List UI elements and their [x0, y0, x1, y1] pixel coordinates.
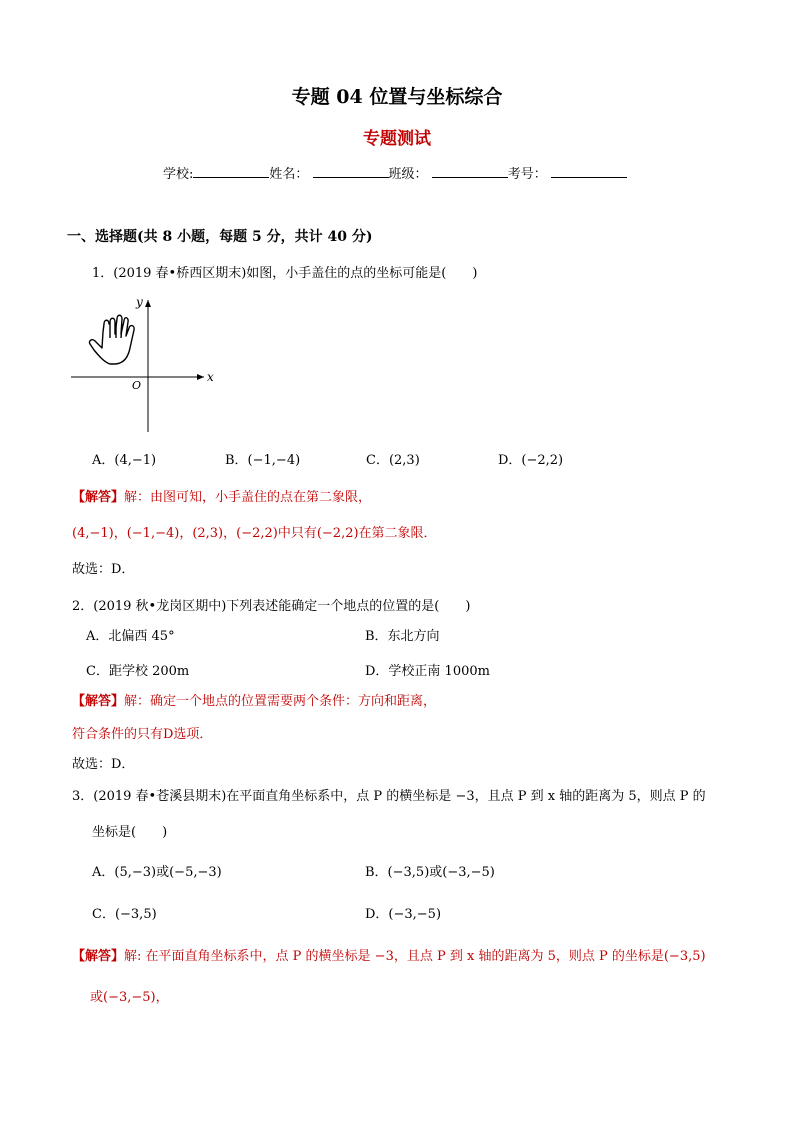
- school-label: 学校:: [163, 167, 194, 182]
- q3-option-d: D．(−3,−5): [365, 907, 442, 922]
- q2-stem: 2．(2019 秋•龙岗区期中)下列表述能确定一个地点的位置的是( ): [72, 599, 471, 614]
- info-fields: [163, 163, 627, 182]
- q3-stem-line1: 3．(2019 春•苍溪县期末)在平面直角坐标系中，点 P 的横坐标是 −3，且点 P 到 x 轴的距离为 5，则点 P 的: [72, 789, 706, 804]
- school-blank: [193, 165, 269, 178]
- q2-answer-line1: 解：确定一个地点的位置需要两个条件：方向和距离，: [124, 694, 437, 709]
- q3-answer-line1: 解: 在平面直角坐标系中，点 P 的横坐标是 −3，且点 P 到 x 轴的距离为 5，则点 P 的坐标是(−3,5): [124, 949, 706, 964]
- class-blank: [432, 165, 508, 178]
- y-axis-arrow: [145, 300, 151, 307]
- q1-option-c: C．(2,3): [366, 453, 420, 468]
- q1-option-a: A．(4,−1): [92, 453, 157, 468]
- origin-label: O: [132, 379, 142, 392]
- page-title: 专题 04 位置与坐标综合: [291, 86, 503, 108]
- q2-answer: [72, 690, 436, 709]
- class-label: 班级：: [388, 167, 428, 182]
- q2-answer-choice: 故选：D．: [72, 757, 135, 772]
- q1-stem: 1．(2019 春•桥西区期末)如图，小手盖住的点的坐标可能是( ): [92, 266, 478, 281]
- name-blank: [313, 165, 389, 178]
- q1-answer-line2: (4,−1)，(−1,−4)，(2,3)，(−2,2)中只有(−2,2)在第二象限．: [72, 526, 437, 541]
- q1-option-b: B．(−1,−4): [225, 453, 301, 468]
- q2-option-b: B．东北方向: [365, 629, 440, 644]
- q1-option-d: D．(−2,2): [498, 453, 564, 468]
- q1-answer: [72, 486, 371, 505]
- page-subtitle: 专题测试: [363, 129, 431, 149]
- q3-option-c: C．(−3,5): [92, 907, 157, 922]
- hand-icon: [89, 315, 134, 364]
- q2-option-a: A．北偏西 45°: [86, 629, 175, 644]
- q3-answer: [72, 945, 706, 964]
- q3-answer-line2: 或(−3,−5)，: [90, 990, 169, 1005]
- q1-answer-choice: 故选：D．: [72, 562, 135, 577]
- q2-option-c: C．距学校 200m: [86, 664, 190, 679]
- q3-option-b: B．(−3,5)或(−3,−5): [365, 865, 495, 880]
- q2-answer-tag: 【解答】: [72, 694, 125, 709]
- q1-answer-tag: 【解答】: [72, 490, 125, 505]
- number-label: 考号：: [507, 167, 547, 182]
- coordinate-figure: [66, 292, 226, 437]
- q3-answer-tag: 【解答】: [72, 949, 125, 964]
- x-axis-arrow: [197, 374, 204, 380]
- q3-option-a: A．(5,−3)或(−5,−3): [92, 865, 222, 880]
- number-blank: [551, 165, 627, 178]
- section-heading: 一、选择题(共 8 小题，每题 5 分，共计 40 分): [67, 229, 373, 245]
- y-axis-label: y: [136, 295, 143, 309]
- q1-answer-line1: 解：由图可知，小手盖住的点在第二象限，: [124, 490, 372, 505]
- name-label: 姓名：: [269, 167, 309, 182]
- x-axis-label: x: [207, 370, 214, 384]
- q2-answer-line2: 符合条件的只有D选项．: [72, 727, 213, 742]
- q3-stem-line2: 坐标是( ): [92, 825, 168, 840]
- q2-option-d: D．学校正南 1000m: [365, 664, 490, 679]
